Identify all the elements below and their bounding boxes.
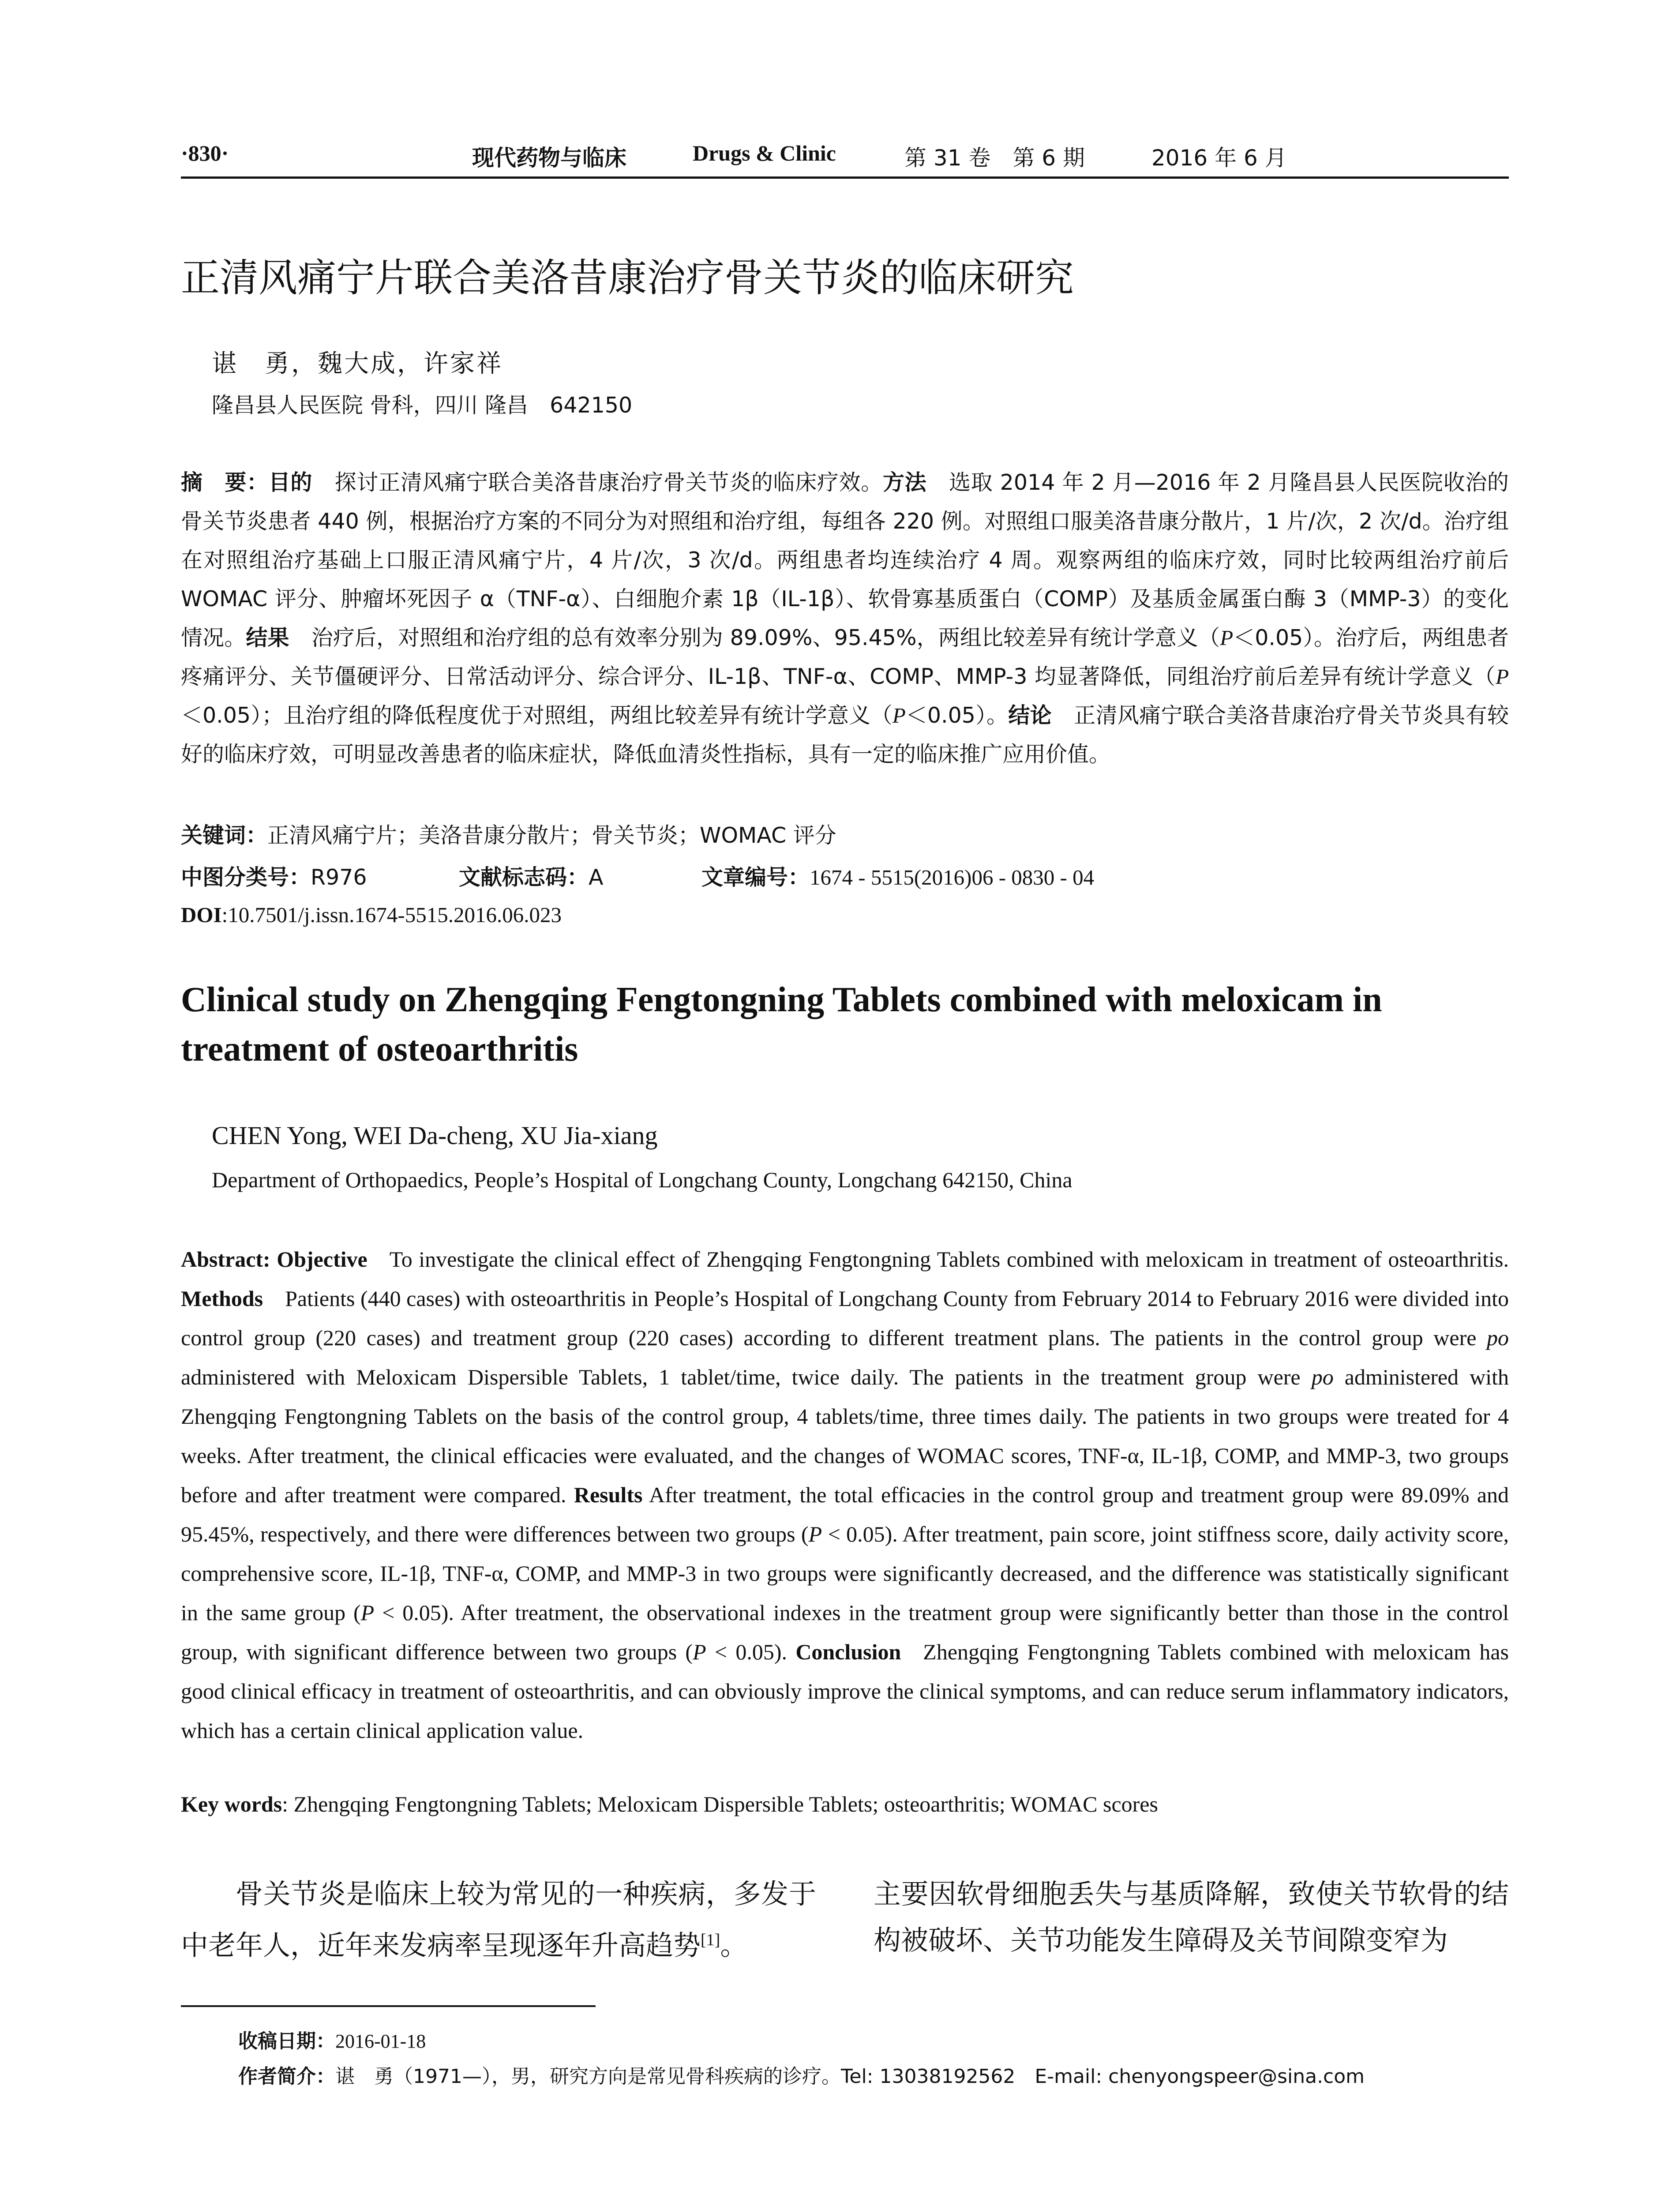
author-bio xyxy=(238,2060,1365,2089)
keywords-value-cn: 正清风痛宁片；美洛昔康分散片；骨关节炎；WOMAC 评分 xyxy=(267,823,836,848)
methods-label-cn: 方法 xyxy=(882,470,927,495)
clc-value: R976 xyxy=(311,865,367,890)
keywords-label-cn: 关键词： xyxy=(181,823,268,848)
header-rule xyxy=(181,176,1509,179)
journal-date: 2016 年 6 月 xyxy=(1151,145,1287,171)
conclusion-en: Zhengqing Fengtongning Tablets combined with meloxicam has good clinical efficacy in treatment of osteoarthritis, and can obviously improve the clinical symptoms, and can reduce serum inflammatory indicators, which has a certain clinical application value. xyxy=(181,1639,1509,1743)
article-title-cn: 正清风痛宁片联合美洛昔康治疗骨关节炎的临床研究 xyxy=(181,255,1074,300)
doi-value: :10.7501/j.issn.1674-5515.2016.06.023 xyxy=(221,903,562,927)
objective-label-cn: 目的 xyxy=(268,470,313,495)
objective-en: To investigate the clinical effect of Zhengqing Fengtongning Tablets combined with meloxicam in treatment of osteoarthritis. xyxy=(389,1247,1509,1272)
author-bio-value: 谌 勇（1971—），男，研究方向是常见骨科疾病的诊疗。Tel: 13038192562 E-mail: chenyongspeer@sina.com xyxy=(335,2065,1365,2088)
received-date xyxy=(238,2025,426,2053)
p-value-en-2: P xyxy=(360,1600,375,1625)
journal-name-cn: 现代药物与临床 xyxy=(472,145,626,171)
article-number-value: 1674 - 5515(2016)06 - 0830 - 04 xyxy=(810,865,1095,889)
article-number xyxy=(701,860,1094,891)
received-label: 收稿日期： xyxy=(238,2030,335,2052)
abstract-en xyxy=(181,1240,1509,1750)
received-value: 2016-01-18 xyxy=(335,2030,426,2052)
authors-cn: 谌 勇，魏大成，许家祥 xyxy=(212,349,503,378)
po-2: po xyxy=(1311,1365,1334,1389)
po-1: po xyxy=(1487,1325,1509,1350)
body-column-right xyxy=(874,1871,1509,1963)
abstract-cn xyxy=(181,463,1509,774)
abstract-label-en: Abstract: Objective xyxy=(181,1247,368,1272)
keywords-cn xyxy=(181,818,836,849)
doc-code-label: 文献标志码： xyxy=(459,865,589,890)
article-number-label: 文章编号： xyxy=(701,865,810,890)
results-label-cn: 结果 xyxy=(246,625,289,650)
p-value-en-1: P xyxy=(808,1522,822,1546)
results-en-4: < 0.05). xyxy=(714,1639,788,1664)
methods-en-3: administered with Zhengqing Fengtongning Tablets on the basis of the control group, 4 tablets/time, three times daily. The patients in two groups were treated for 4 weeks. After treatment, the clinical efficacies were evaluated, and the changes of WOMAC scores, TNF-α, IL-1β, COMP, and MMP-3, two groups before and after treatment were compared. xyxy=(181,1365,1509,1507)
affiliation-cn: 隆昌县人民医院 骨科，四川 隆昌 642150 xyxy=(212,393,633,418)
article-title-en: Clinical study on Zhengqing Fengtongning Tablets combined with meloxicam in treatment of osteoarthritis xyxy=(181,980,1382,1069)
results-en-3: < 0.05). After treatment, the observational indexes in the treatment group were significantly better than those in the control group, with significant difference between two groups ( xyxy=(181,1600,1509,1664)
p-value-cn-2: P xyxy=(1496,664,1509,689)
objective-cn: 探讨正清风痛宁联合美洛昔康治疗骨关节炎的临床疗效。 xyxy=(334,470,883,495)
p-value-en-3: P xyxy=(693,1639,706,1664)
citation-ref: [1] xyxy=(701,1931,720,1949)
keywords-en xyxy=(181,1791,1509,1817)
body-column-left xyxy=(181,1871,816,1969)
keywords-value-en: : Zhengqing Fengtongning Tablets; Meloxicam Dispersible Tablets; osteoarthritis; WOMAC scores xyxy=(282,1792,1158,1816)
conclusion-label-cn: 结论 xyxy=(1008,703,1052,728)
doi-line xyxy=(181,902,562,927)
doi-label: DOI xyxy=(181,903,222,927)
results-cn-4: ＜0.05）。 xyxy=(905,703,1009,728)
authors-en: CHEN Yong, WEI Da-cheng, XU Jia-xiang xyxy=(212,1121,658,1150)
p-value-cn-1: P xyxy=(1220,626,1234,650)
abstract-label-cn: 摘 要： xyxy=(181,470,269,495)
results-en-1: After treatment, the total efficacies in the control group and treatment group were 89.09% and 95.45%, respectively, and there were differences between two groups ( xyxy=(181,1482,1509,1546)
methods-en-2: administered with Meloxicam Dispersible Tablets, 1 tablet/time, twice daily. The patients in the treatment group were xyxy=(181,1365,1301,1389)
footnote-rule xyxy=(181,2005,596,2007)
doc-code-value: A xyxy=(589,865,604,890)
body-left-text: 骨关节炎是临床上较为常见的一种疾病，多发于中老年人，近年来发病率呈现逐年升高趋势 xyxy=(181,1878,816,1962)
doc-code xyxy=(459,860,604,891)
results-cn-1: 治疗后，对照组和治疗组的总有效率分别为 89.09%、95.45%，两组比较差异有统计学意义（ xyxy=(311,625,1220,650)
methods-en-1: Patients (440 cases) with osteoarthritis in People’s Hospital of Longchang County from February 2014 to February 2016 were divided into control group (220 cases) and treatment group (220 cases) according to different treatment plans. The patients in the control group were xyxy=(181,1286,1509,1350)
results-label-en: Results xyxy=(574,1482,643,1507)
page-number: ·830· xyxy=(181,141,229,165)
methods-cn: 选取 2014 年 2 月—2016 年 2 月隆昌县人民医院收治的骨关节炎患者 440 例，根据治疗方案的不同分为对照组和治疗组，每组各 220 例。对照组口服美洛昔康分散片，1 片/次，2 次/d。治疗组在对照组治疗基础上口服正清风痛宁片，4 片/次，3 次/d。两组患者均连续治疗 4 周。观察两组的临床疗效，同时比较两组治疗前后 WOMAC 评分、肿瘤坏死因子 α（TNF-α）、白细胞介素 1β（IL-1β）、软骨寡基质蛋白（COMP）及基质金属蛋白酶 3（MMP-3）的变化情况。 xyxy=(181,470,1509,650)
results-cn-2: ＜0.05）。治疗后，两组患者疼痛评分、关节僵硬评分、日常活动评分、综合评分、IL-1β、TNF-α、COMP、MMP-3 均显著降低，同组治疗前后差异有统计学意义（ xyxy=(181,625,1509,689)
clc-label: 中图分类号： xyxy=(181,865,311,890)
methods-label-en: Methods xyxy=(181,1286,263,1311)
results-cn-3: ＜0.05）；且治疗组的降低程度优于对照组，两组比较差异有统计学意义（ xyxy=(181,703,892,728)
body-left-end: 。 xyxy=(720,1929,748,1962)
author-bio-label: 作者简介： xyxy=(238,2065,335,2088)
p-value-cn-3: P xyxy=(892,703,906,728)
running-header xyxy=(181,140,1509,176)
journal-name-en: Drugs & Clinic xyxy=(693,141,836,165)
results-en-2: < 0.05). After treatment, pain score, joint stiffness score, daily activity score, comprehensive score, IL-1β, TNF-α, COMP, and MMP-3 in two groups were significantly decreased, and the difference was statistically significant in the same group ( xyxy=(181,1522,1509,1625)
body-right-text: 主要因软骨细胞丢失与基质降解，致使关节软骨的结构被破坏、关节功能发生障碍及关节间隙变窄为 xyxy=(874,1878,1509,1956)
affiliation-en: Department of Orthopaedics, People’s Hospital of Longchang County, Longchang 642150, China xyxy=(212,1167,1072,1192)
conclusion-cn: 正清风痛宁联合美洛昔康治疗骨关节炎具有较好的临床疗效，可明显改善患者的临床症状，降低血清炎性指标，具有一定的临床推广应用价值。 xyxy=(181,703,1509,767)
conclusion-label-en: Conclusion xyxy=(795,1639,901,1664)
classification-line xyxy=(181,860,367,891)
journal-issue: 第 31 卷 第 6 期 xyxy=(904,145,1085,171)
keywords-label-en: Key words xyxy=(181,1792,282,1816)
